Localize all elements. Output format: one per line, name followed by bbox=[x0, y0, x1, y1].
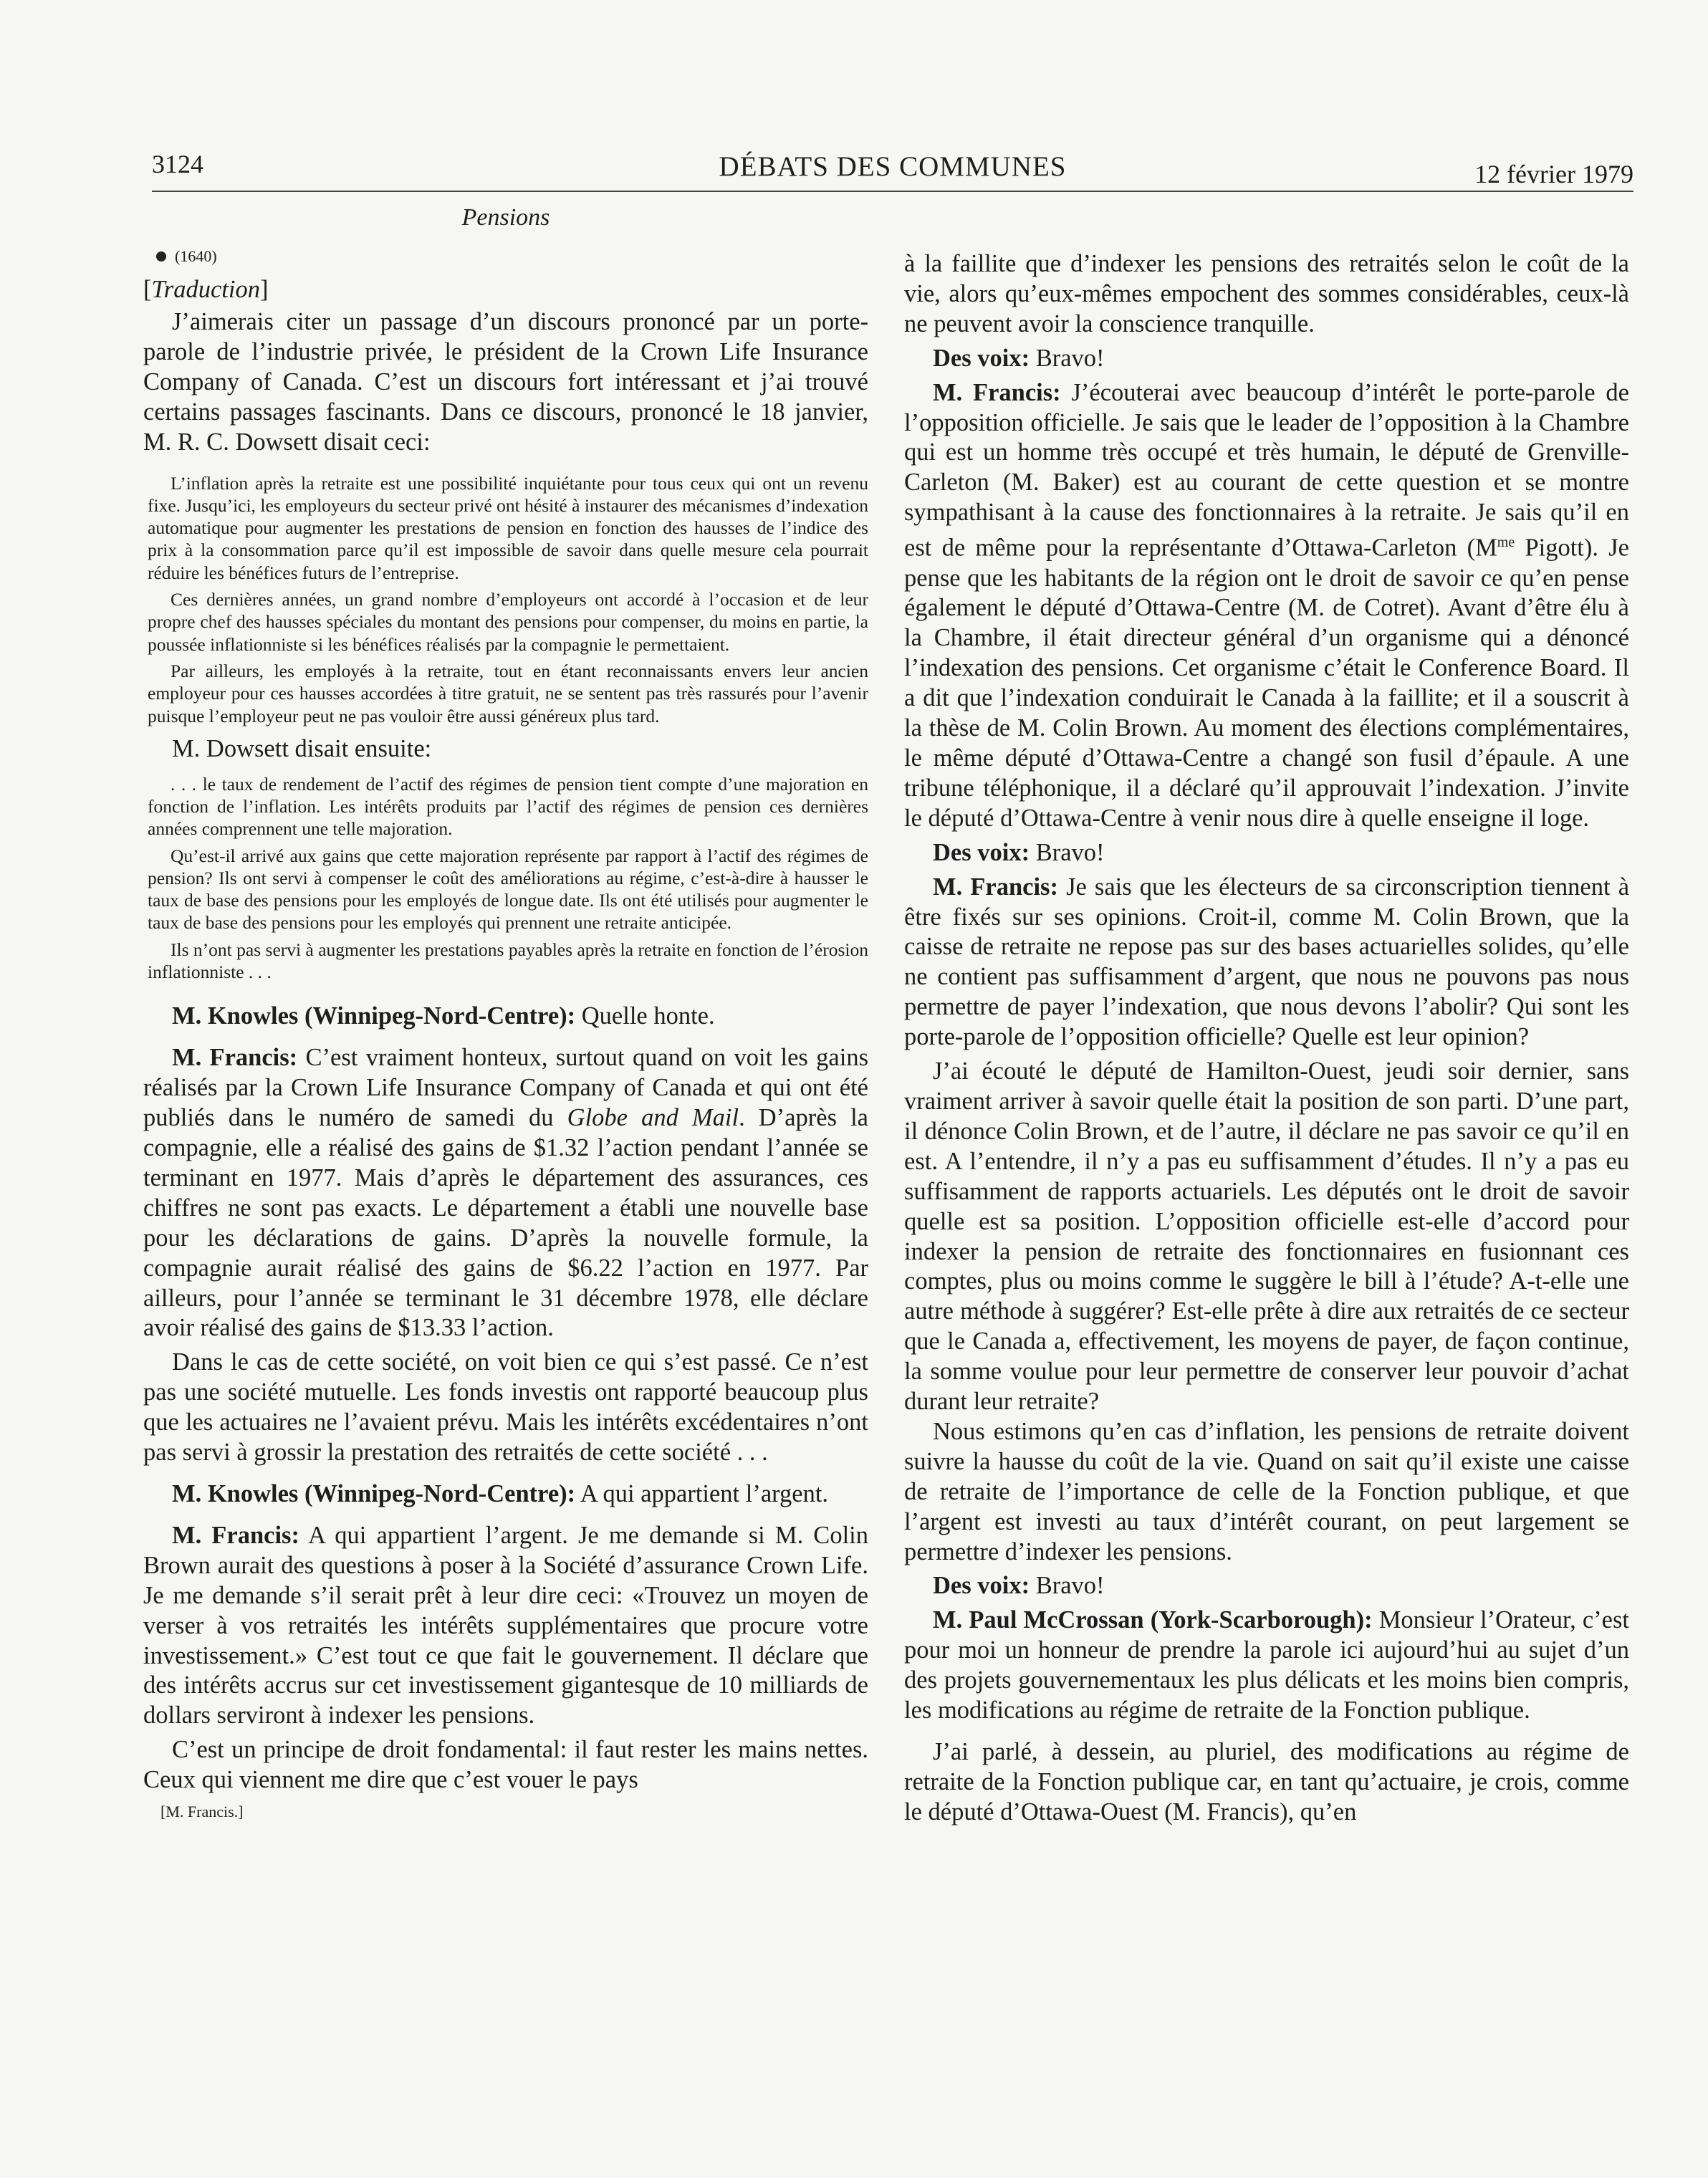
translation-marker bbox=[143, 274, 868, 304]
speech-text: Pigott). Je pense que les habitants de la région ont le droit de savoir ce qu’en pense également le député d’Ottawa-Centre (M. de Cotret). Avant d’être élu à la Chambre, il était directeur général d’un organisme qui a dénoncé l’indexation des pensions. Cet organisme c’était le Conference Board. Il a dit que l’indexation conduirait le Canada à la faillite; et il a souscrit à la thèse de M. Colin Brown. Au moment des élections complémentaires, le même député d’Ottawa-Centre a changé son fusil d’épaule. A une tribune téléphonique, il a déclaré qu’il approuvait l’indexation. J’invite le député d’Ottawa-Centre à venir nous dire à quelle enseigne il loge. bbox=[904, 534, 1629, 832]
speech-text: Bravo! bbox=[1030, 1572, 1105, 1600]
speech-text: Monsieur l’Orateur, c’est pour moi un honneur de prendre la parole ici aujourd’hui au sujet d’un des projets gouvernementaux les plus délicats et les moins bien compris, les modifications au régime de retraite de la Fonction publique. bbox=[904, 1606, 1629, 1724]
quotation: L’inflation après la retraite est une possibilité inquiétante pour tous ceux qui ont un revenu fixe. Jusqu’ici, les employeurs du secteur privé ont hésité à instaurer des mécanismes d’indexation automatique pour augmenter les prestations de pension en fonction des hausses de l’indice des prix à la consommation parce qu’il est impossible de savoir dans quelle mesure cela pourrait réduire les bénéfices futurs de l’entreprise. bbox=[148, 472, 868, 583]
paragraph: à la faillite que d’indexer les pensions des retraités selon le coût de la vie, alors qu’eux-mêmes empochent des sommes considérables, ceux-là ne peuvent avoir la conscience tranquille. bbox=[904, 250, 1629, 337]
speaker-name: M. Francis: bbox=[172, 1521, 299, 1549]
speech-text: J’écouterai avec beaucoup d’intérêt le porte-parole de l’opposition officielle. Je sais que le leader de l’opposition à la Chambre qui est un homme très occupé et très humain, le député de Grenville-Carleton (M. Baker) est au courant de cette question et se montre sympathisant à la cause des fonctionnaires à la retraite. Je sais qu’il en est de même pour la représentante d’Ottawa-Carleton (M bbox=[904, 378, 1629, 562]
speaker-name: Des voix: bbox=[933, 1572, 1030, 1600]
speaker-name: M. Paul McCrossan (York-Scarborough): bbox=[933, 1606, 1373, 1634]
paragraph: Nous estimons qu’en cas d’inflation, les pensions de retraite doivent suivre la hausse du coût de la vie. Quand on sait qu’il existe une caisse de retraite de l’importance de celle de la Fonction publique, et que l’argent est investi au taux d’intérêt courant, on peut largement se permettre d’indexer les pensions. bbox=[904, 1417, 1629, 1565]
speech-text: Je sais que les électeurs de sa circonscription tiennent à être fixés sur ses opinions. Croit-il, comme M. Colin Brown, que la caisse de retraite ne repose pas sur des bases actuarielles solides, qu’elle ne contient pas suffisamment d’argent, que nous ne pouvons pas nous permettre de payer l’indexation, que nous devons l’abolir? Qui sont les porte-parole de l’opposition officielle? Quelle est leur opinion? bbox=[904, 873, 1630, 1051]
bullet-icon bbox=[156, 251, 166, 262]
speaker-name: M. Knowles (Winnipeg-Nord-Centre): bbox=[172, 1002, 576, 1030]
timestamp bbox=[156, 246, 868, 267]
speech-text: Bravo! bbox=[1030, 838, 1105, 866]
speaker-name: M. Francis: bbox=[172, 1044, 298, 1072]
page-number: 3124 bbox=[152, 150, 203, 178]
speech-francis bbox=[904, 378, 1629, 834]
translation-label: Traduction bbox=[151, 276, 260, 303]
speech-francis bbox=[904, 873, 1629, 1052]
newspaper-title: Globe and Mail bbox=[567, 1104, 739, 1132]
bracket-open: [ bbox=[143, 276, 152, 303]
quotation: . . . le taux de rendement de l’actif des régimes de pension tient compte d’une majoration en fonction de l’inflation. Les intérêts produits par l’actif des régimes de pension ces dernières années comprennent une telle majoration. bbox=[148, 773, 868, 840]
speech-text: A qui appartient l’argent. Je me demande si M. Colin Brown aurait des questions à poser à la Société d’assurance Crown Life. Je me demande s’il serait prêt à leur dire ceci: «Trouvez un moyen de verser à vos retraités les intérêts supplémentaires que procure votre investissement.» C’est tout ce que fait le gouvernement. Il déclare que des intérêts accrus sur cet investissement gigantesque de 10 milliards de dollars serviront à indexer les pensions. bbox=[143, 1521, 868, 1730]
speaker-attribution: [M. Francis.] bbox=[160, 1803, 244, 1821]
speaker-name: Des voix: bbox=[933, 344, 1030, 372]
section-title: Pensions bbox=[461, 204, 550, 231]
paragraph: M. Dowsett disait ensuite: bbox=[172, 734, 432, 762]
speech-text: . D’après la compagnie, elle a réalisé des gains de $1.32 l’action pendant l’année se terminant en 1977. Mais d’après le département des assurances, ces chiffres ne sont pas exacts. Le département a établi une nouvelle base pour les déclarations de gains. D’après la nouvelle formule, la compagnie aurait réalisé des gains de $6.22 l’action en 1977. Par ailleurs, pour l’année se terminant le 31 décembre 1978, elle déclare avoir réalisé des gains de $13.33 l’action. bbox=[143, 1104, 868, 1342]
superscript: me bbox=[1497, 534, 1515, 551]
page-date: 12 février 1979 bbox=[1474, 160, 1633, 188]
paragraph: J’ai parlé, à dessein, au pluriel, des modifications au régime de retraite de la Fonction publique car, en tant qu’actuaire, je crois, comme le député d’Ottawa-Ouest (M. Francis), qu’en bbox=[904, 1738, 1629, 1826]
speech-text: Bravo! bbox=[1030, 344, 1105, 372]
speaker-name: Des voix: bbox=[933, 838, 1030, 866]
paragraph: J’aimerais citer un passage d’un discours prononcé par un porte-parole de l’industrie privée, le président de la Crown Life Insurance Company of Canada. C’est un discours fort intéressant et j’ai trouvé certains passages fascinants. Dans ce discours, prononcé le 18 janvier, M. R. C. Dowsett disait ceci: bbox=[143, 308, 868, 456]
speech-knowles bbox=[143, 1002, 868, 1032]
bracket-close: ] bbox=[259, 276, 269, 303]
paragraph: J’ai écouté le député de Hamilton-Ouest, jeudi soir dernier, sans vraiment arriver à savoir quelle était la position de son parti. D’une part, il dénonce Colin Brown, et de l’autre, il déclare ne pas savoir ce qu’il en est. A l’entendre, il n’y a pas eu suffisamment d’études. Il n’y a pas eu suffisamment de rapports actuariels. Les députés ont le droit de savoir quelle est sa position. L’opposition officielle est-elle d’accord pour indexer la pension de retraite des fonctionnaires en fusionnant ces comptes, plus ou moins comme le suggère le bill à l’étude? A-t-elle une autre méthode à suggérer? Est-elle prête à dire aux retraités de ce secteur que le Canada a, effectivement, les moyens de payer, de façon continue, la somme voulue pour leur permettre de conserver leur pouvoir d’achat durant leur retraite? bbox=[904, 1057, 1629, 1416]
speech-mccrossan bbox=[904, 1606, 1629, 1726]
right-column bbox=[904, 249, 1629, 1828]
timestamp-text: (1640) bbox=[175, 247, 217, 265]
speech-text: Quelle honte. bbox=[575, 1002, 715, 1030]
speaker-name: M. Knowles (Winnipeg-Nord-Centre): bbox=[172, 1479, 576, 1507]
paragraph: Dans le cas de cette société, on voit bien ce qui s’est passé. Ce n’est pas une société mutuelle. Les fonds investis ont rapporté beaucoup plus que les actuaires ne l’avaient prévu. Mais les intérêts excédentaires n’ont pas servi à grossir la prestation des retraités de cette société . . . bbox=[143, 1348, 868, 1467]
speaker-name: M. Francis: bbox=[933, 873, 1058, 901]
interjection bbox=[904, 838, 1629, 868]
speech-francis bbox=[143, 1521, 868, 1731]
quotation: Par ailleurs, les employés à la retraite, tout en étant reconnaissants envers leur ancien employeur pour ces hausses accordées à titre gratuit, ne se sentent pas très rassurés pour l’avenir puisque l’employeur peut ne pas vouloir être aussi généreux plus tard. bbox=[148, 660, 868, 726]
interjection bbox=[904, 344, 1629, 374]
speaker-name: M. Francis: bbox=[933, 378, 1061, 406]
left-column bbox=[143, 204, 868, 1821]
quotation: Ils n’ont pas servi à augmenter les prestations payables après la retraite en fonction de l’érosion inflationniste . . . bbox=[148, 939, 868, 983]
quotation: Ces dernières années, un grand nombre d’employeurs ont accordé à l’occasion et de leur propre chef des hausses spéciales du montant des pensions pour compenser, du moins en partie, la poussée inflationniste si les bénéfices réalisés par la compagnie le permettaient. bbox=[148, 589, 868, 655]
quotation: Qu’est-il arrivé aux gains que cette majoration représente par rapport à l’actif des régimes de pension? Ils ont servi à compenser le coût des améliorations au régime, c’est-à-dire à hausser le taux de base des pensions pour les employés de longue date. Ils ont été utilisés pour augmenter le taux de base des pensions pour les employés qui prennent une retraite anticipée. bbox=[148, 845, 868, 934]
speech-text: A qui appartient l’argent. bbox=[575, 1479, 829, 1507]
speech-text: C’est vraiment honteux, surtout quand on voit les gains réalisés par la Crown Life Insurance Company of Canada et qui ont été publiés dans le numéro de samedi du bbox=[143, 1044, 869, 1132]
speech-knowles bbox=[143, 1479, 868, 1510]
page-header bbox=[152, 149, 1633, 192]
speech-francis bbox=[143, 1043, 868, 1343]
interjection bbox=[904, 1571, 1629, 1601]
paragraph: C’est un principe de droit fondamental: il faut rester les mains nettes. Ceux qui viennent me dire que c’est vouer le pays bbox=[143, 1736, 868, 1794]
publication-title: DÉBATS DES COMMUNES bbox=[719, 151, 1067, 182]
